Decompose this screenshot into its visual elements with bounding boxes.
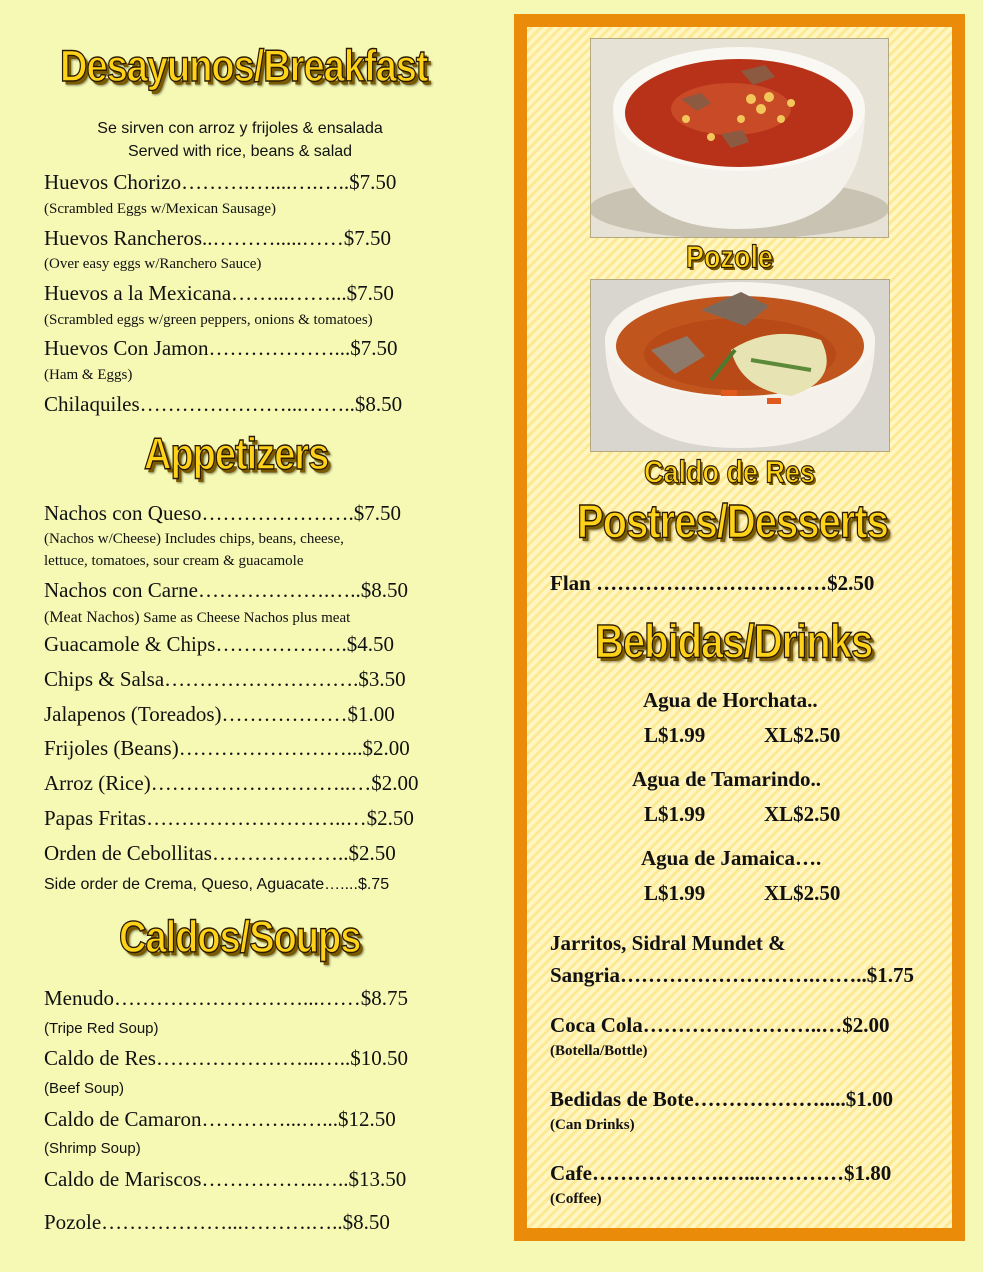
side-order: Side order de Crema, Queso, Aguacate…....$.75 bbox=[44, 876, 390, 893]
agua-xl-price: XL$2.50 bbox=[764, 723, 841, 747]
menu-item-desc: (Over easy eggs w/Ranchero Sauce) bbox=[44, 256, 262, 272]
menu-item: Arroz (Rice)………………………..…$2.00 bbox=[44, 771, 419, 795]
drink-item: Coca Cola……………………..…$2.00 bbox=[550, 1013, 890, 1037]
menu-item-desc: (Shrimp Soup) bbox=[44, 1140, 141, 1157]
drink-item-desc: (Can Drinks) bbox=[550, 1117, 635, 1133]
menu-item: Huevos Chorizo……….…....….…..$7.50 bbox=[44, 170, 397, 194]
caldo-de-res-caption: Caldo de Res bbox=[644, 455, 816, 490]
breakfast-note-en: Served with rice, beans & salad bbox=[127, 143, 353, 160]
pozole-caption: Pozole bbox=[686, 240, 774, 275]
soups-heading: Caldos/Soups bbox=[119, 913, 361, 963]
agua-large-price: L$1.99 bbox=[644, 723, 706, 747]
menu-item-desc: (Beef Soup) bbox=[44, 1080, 125, 1097]
agua-large-price: L$1.99 bbox=[644, 802, 706, 826]
menu-item: Pozole………………...……….…..$8.50 bbox=[44, 1210, 390, 1234]
menu-item-desc: (Scrambled eggs w/green peppers, onions & tomatoes) bbox=[44, 312, 373, 328]
menu-item: Nachos con Queso………………….$7.50 bbox=[44, 501, 401, 525]
menu-item: Papas Fritas………………………..…$2.50 bbox=[44, 806, 414, 830]
appetizers-heading: Appetizers bbox=[144, 430, 329, 480]
menu-item: Huevos a la Mexicana……...……...$7.50 bbox=[44, 281, 394, 305]
desserts-heading: Postres/Desserts bbox=[577, 496, 888, 548]
menu-item: Menudo………………………...……$8.75 bbox=[44, 986, 408, 1010]
drink-item: Sangria……………………….……..$1.75 bbox=[550, 963, 915, 987]
menu-item-desc bbox=[44, 609, 350, 627]
menu-item-desc: (Nachos w/Cheese) Includes chips, beans, cheese, bbox=[44, 531, 344, 547]
menu-item: Chilaquiles…………………...……..$8.50 bbox=[44, 392, 403, 416]
agua-xl-price: XL$2.50 bbox=[764, 881, 841, 905]
menu-item: Jalapenos (Toreados)………………$1.00 bbox=[44, 702, 395, 726]
menu-item: Chips & Salsa……………………….$3.50 bbox=[44, 667, 406, 691]
agua-name: Agua de Jamaica…. bbox=[641, 846, 822, 870]
menu-item-desc: (Ham & Eggs) bbox=[44, 367, 133, 383]
drink-item: Jarritos, Sidral Mundet & bbox=[550, 931, 786, 955]
drink-item-desc: (Coffee) bbox=[550, 1191, 602, 1207]
menu-item: Huevos Rancheros..……….....……$7.50 bbox=[44, 226, 392, 250]
menu-item: Frijoles (Beans)……………………...$2.00 bbox=[44, 736, 410, 760]
menu-item-desc: (Tripe Red Soup) bbox=[44, 1020, 159, 1037]
menu-item: Caldo de Mariscos……………..…..$13.50 bbox=[44, 1167, 407, 1191]
menu-item-desc: (Scrambled Eggs w/Mexican Sausage) bbox=[44, 201, 277, 217]
pozole-photo bbox=[590, 38, 889, 238]
caldo-de-res-photo bbox=[590, 279, 890, 452]
menu-item-desc-text: Same as Cheese Nachos plus meat bbox=[139, 610, 351, 626]
breakfast-note-es: Se sirven con arroz y frijoles & ensalada bbox=[97, 120, 383, 137]
drinks-heading: Bebidas/Drinks bbox=[595, 616, 873, 668]
menu-item: Caldo de Res…………………...…..$10.50 bbox=[44, 1046, 408, 1070]
menu-item: Guacamole & Chips……………….$4.50 bbox=[44, 632, 394, 656]
drink-item: Cafe……………….…...…………$1.80 bbox=[550, 1161, 892, 1185]
drink-item-desc: (Botella/Bottle) bbox=[550, 1043, 648, 1059]
agua-name: Agua de Tamarindo.. bbox=[632, 767, 822, 791]
drink-item: Bedidas de Bote……………….....$1.00 bbox=[550, 1087, 894, 1111]
menu-item: Caldo de Camaron…………...…...$12.50 bbox=[44, 1107, 396, 1131]
menu-item: Huevos Con Jamon………………...$7.50 bbox=[44, 336, 398, 360]
agua-large-price: L$1.99 bbox=[644, 881, 706, 905]
agua-xl-price: XL$2.50 bbox=[764, 802, 841, 826]
menu-item: Nachos con Carne……………….…..$8.50 bbox=[44, 578, 408, 602]
menu-item: Orden de Cebollitas………………..$2.50 bbox=[44, 841, 396, 865]
breakfast-heading: Desayunos/Breakfast bbox=[60, 42, 428, 92]
dessert-item-flan: Flan ……………………………$2.50 bbox=[550, 571, 875, 595]
agua-name: Agua de Horchata.. bbox=[643, 688, 818, 712]
menu-item-desc: lettuce, tomatoes, sour cream & guacamole bbox=[44, 553, 304, 569]
menu-item-desc-bold: (Meat Nachos) bbox=[44, 609, 140, 626]
